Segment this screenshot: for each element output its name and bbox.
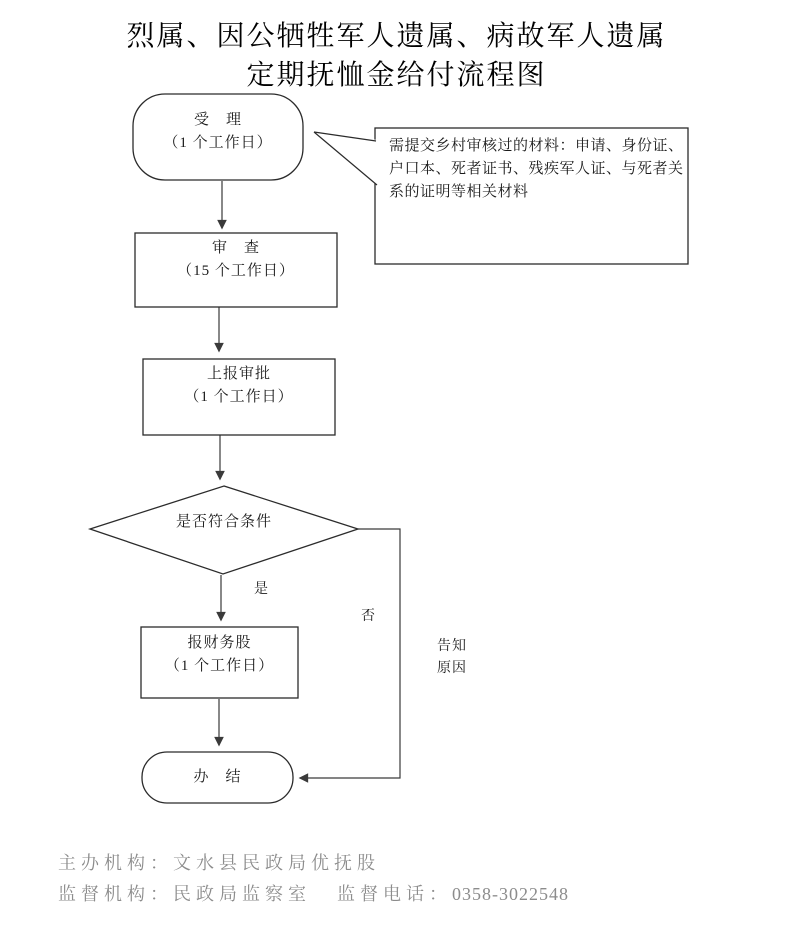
complete-node-label: 办 结 — [193, 769, 242, 785]
reject-reason-line-2: 原因 — [437, 661, 467, 676]
finance-node-name: 报财务股 — [187, 635, 252, 651]
footer-supervisor-line — [58, 880, 569, 906]
supervisor-label: 监督机构： — [58, 884, 173, 904]
reject-reason-label — [437, 636, 467, 680]
organizer-value: 文水县民政局优抚股 — [173, 853, 380, 873]
yes-branch-label: 是 — [254, 582, 269, 597]
arrow-decision-no-to-complete — [300, 529, 400, 778]
finance-node-label — [141, 632, 298, 678]
footer-organizer-line — [58, 849, 380, 875]
accept-node-name: 受 理 — [193, 112, 242, 128]
review-node-duration: （15 个工作日） — [177, 263, 295, 279]
phone-label: 监督电话： — [337, 884, 452, 904]
title-line-2: 定期抚恤金给付流程图 — [246, 60, 547, 91]
decision-node-label: 是否符合条件 — [175, 514, 272, 530]
supervisor-value: 民政局监察室 — [173, 884, 311, 904]
accept-node-label — [133, 109, 303, 155]
finance-node-duration: （1 个工作日） — [164, 658, 275, 674]
review-node-name: 审 查 — [211, 240, 260, 256]
note-callout-pointer — [314, 132, 378, 186]
no-branch-label: 否 — [361, 609, 376, 624]
note-box-text: 需提交乡村审核过的材料：申请、身份证、户口本、死者证书、残疾军人证、与死者关系的证明等相关材料 — [389, 138, 684, 200]
report-approval-node-name: 上报审批 — [206, 366, 271, 382]
organizer-label: 主办机构： — [58, 853, 173, 873]
report-approval-node-label — [143, 363, 335, 409]
reject-reason-line-1: 告知 — [437, 639, 467, 654]
title-line-1: 烈属、因公牺牲军人遗属、病故军人遗属 — [126, 21, 667, 52]
phone-value: 0358-3022548 — [452, 884, 569, 904]
accept-node-duration: （1 个工作日） — [163, 135, 273, 151]
review-node-label — [135, 237, 337, 283]
report-approval-node-duration: （1 个工作日） — [184, 389, 294, 405]
